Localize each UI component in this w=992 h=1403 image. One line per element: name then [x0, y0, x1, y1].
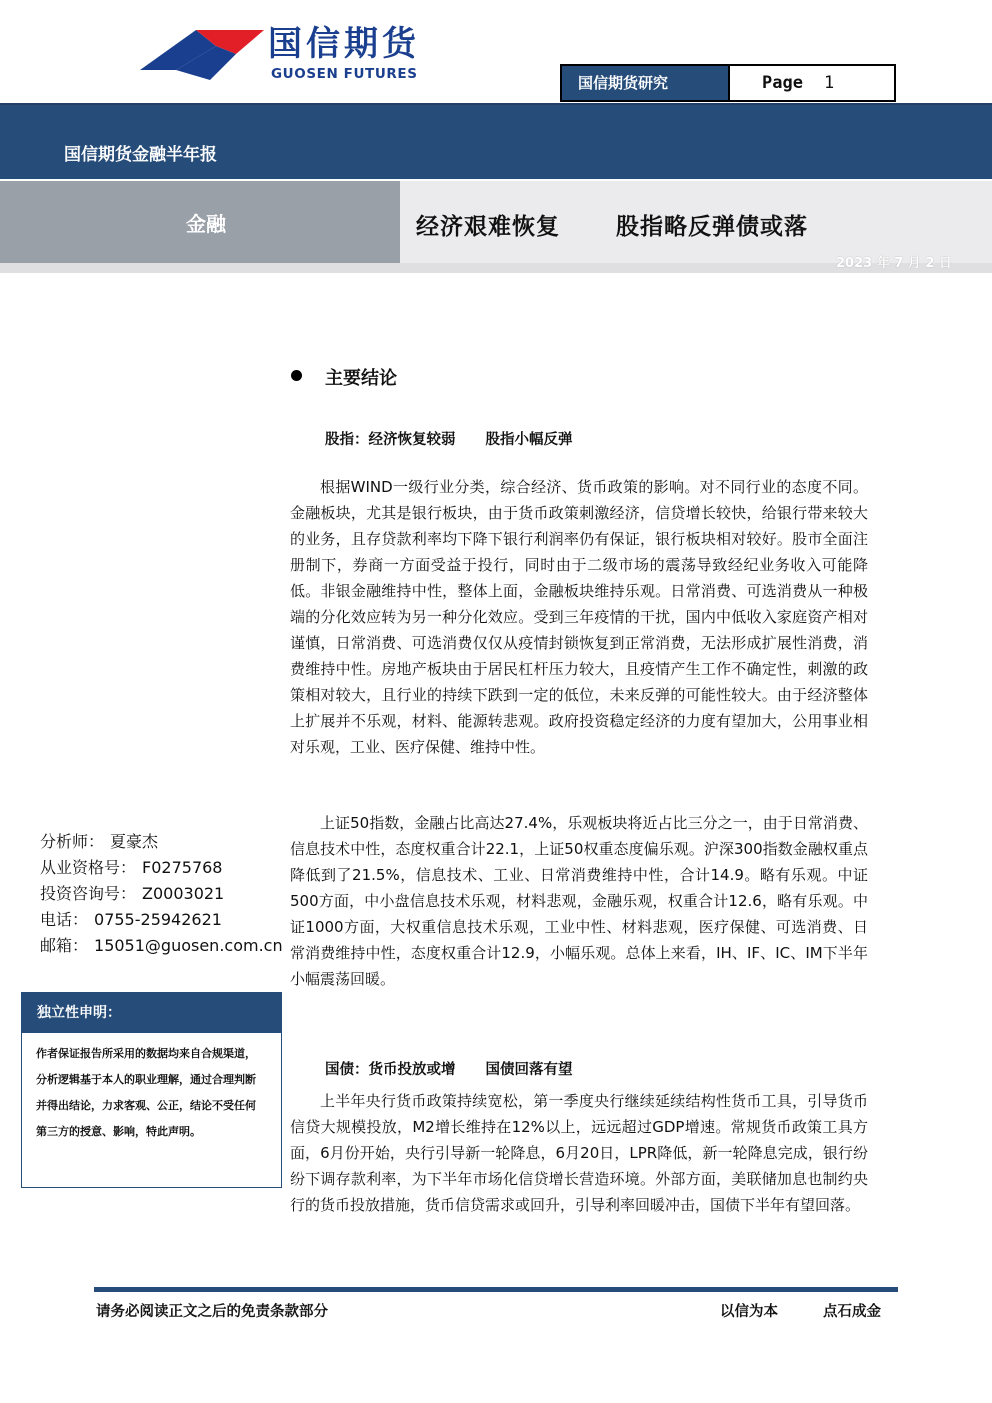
independence-statement-box	[21, 992, 282, 1188]
main-title-part2: 股指略反弹债或落	[616, 214, 808, 240]
stock-subheading-b: 股指小幅反弹	[485, 432, 573, 448]
analyst-name-row	[40, 829, 283, 855]
analyst-consult: Z0003021	[142, 884, 225, 903]
analyst-cert: F0275768	[142, 858, 223, 877]
independence-text: 作者保证报告所采用的数据均来自合规渠道，分析逻辑基于本人的职业理解，通过合理判断 并得出结论，力求客观、公正，结论不受任何第三方的授意、影响，特此声明。	[36, 1047, 256, 1138]
analyst-name-label: 分析师：	[40, 832, 105, 851]
bond-subheading-a: 国债：货币投放或增	[325, 1062, 456, 1078]
analyst-phone-row	[40, 907, 283, 933]
analyst-consult-label: 投资咨询号：	[40, 884, 137, 903]
stock-subheading	[325, 428, 573, 449]
bond-paragraph: 上半年央行货币政策持续宽松，第一季度央行继续延续结构性货币工具，引导货币信贷大规模投放，M2增长维持在12%以上，远远超过GDP增速。常规货币政策工具方面，6月份开始，央行引导新一轮降息，6月20日，LPR降低，新一轮降息完成，银行纷纷下调存款利率，为下半年市场化信贷增长营造环境。外部方面，美联储加息也制约央行的货币投放措施，货币信贷需求或回升，引导利率回暖冲击，国债下半年有望回落。	[290, 1092, 868, 1214]
report-date: 2023 年 7 月 2 日	[836, 256, 952, 271]
logo-chinese-name: 国信期货	[268, 24, 420, 64]
research-label: 国信期货研究	[562, 66, 728, 100]
research-page-box	[560, 64, 896, 102]
page-number: 1	[824, 73, 835, 93]
bond-subheading-b: 国债回落有望	[485, 1062, 573, 1078]
section-title: 主要结论	[325, 368, 397, 389]
analyst-phone: 0755-25942621	[94, 910, 222, 929]
analyst-email-label: 邮箱：	[40, 936, 89, 955]
report-type-title: 国信期货金融半年报	[64, 145, 217, 165]
footer-rule	[94, 1287, 898, 1292]
analyst-info	[40, 829, 283, 959]
analyst-phone-label: 电话：	[40, 910, 89, 929]
stock-paragraph-1: 根据WIND一级行业分类，综合经济、货币政策的影响。对不同行业的态度不同。金融板块，尤其是银行板块，由于货币政策刺激经济，信贷增长较快，给银行带来较大的业务，且存贷款利率均下降下银行利润率仍有保证，银行板块相对较好。股市全面注册制下，券商一方面受益于投行，同时由于二级市场的震荡导致经纪业务收入可能降低。非银金融维持中性，整体上面，金融板块维持乐观。日常消费、可选消费从一种极端的分化效应转为另一种分化效应。受到三年疫情的干扰，国内中低收入家庭资产相对谨慎，日常消费、可选消费仅仅从疫情封锁恢复到正常消费，无法形成扩展性消费，消费维持中性。房地产板块由于居民杠杆压力较大，且疫情产生工作不确定性，刺激的政策相对较大，且行业的持续下跌到一定的低位，未来反弹的可能性较大。由于经济整体上扩展并不乐观，材料、能源转悲观。政府投资稳定经济的力度有望加大，公用事业相对乐观，工业、医疗保健、维持中性。	[290, 478, 868, 756]
footer-disclaimer: 请务必阅读正文之后的免责条款部分	[96, 1304, 328, 1320]
footer-motto-1: 以信为本	[720, 1304, 778, 1320]
footer-motto-2: 点石成金	[823, 1304, 881, 1320]
analyst-name: 夏豪杰	[110, 832, 159, 851]
analyst-email-row	[40, 933, 283, 959]
research-divider	[728, 66, 730, 100]
independence-title: 独立性申明：	[22, 993, 281, 1033]
bullet-icon	[291, 370, 302, 381]
analyst-cert-label: 从业资格号：	[40, 858, 137, 877]
bond-subheading	[325, 1058, 573, 1079]
page-label: Page	[762, 73, 803, 93]
stock-subheading-a: 股指：经济恢复较弱	[325, 432, 456, 448]
main-title-part1: 经济艰难恢复	[416, 214, 560, 240]
analyst-consult-row	[40, 881, 283, 907]
analyst-email: 15051@guosen.com.cn	[94, 936, 283, 955]
stock-paragraph-2: 上证50指数，金融占比高达27.4%，乐观板块将近占比三分之一，由于日常消费、信息技术中性，态度权重合计22.1，上证50权重态度偏乐观。沪深300指数金融权重点降低到了21.5%，信息技术、工业、日常消费维持中性，合计14.9。略有乐观。中证500方面，中小盘信息技术乐观，材料悲观，金融乐观，权重合计12.6，略有乐观。中证1000方面，大权重信息技术乐观，工业中性、材料悲观，医疗保健、可选消费、日常消费维持中性，态度权重合计12.9，小幅乐观。总体上来看，IH、IF、IC、IM下半年小幅震荡回暖。	[290, 814, 868, 988]
analyst-cert-row	[40, 855, 283, 881]
sector-label: 金融	[186, 212, 226, 236]
logo-english-name: GUOSEN FUTURES	[271, 66, 418, 82]
company-logo-icon	[136, 24, 266, 84]
